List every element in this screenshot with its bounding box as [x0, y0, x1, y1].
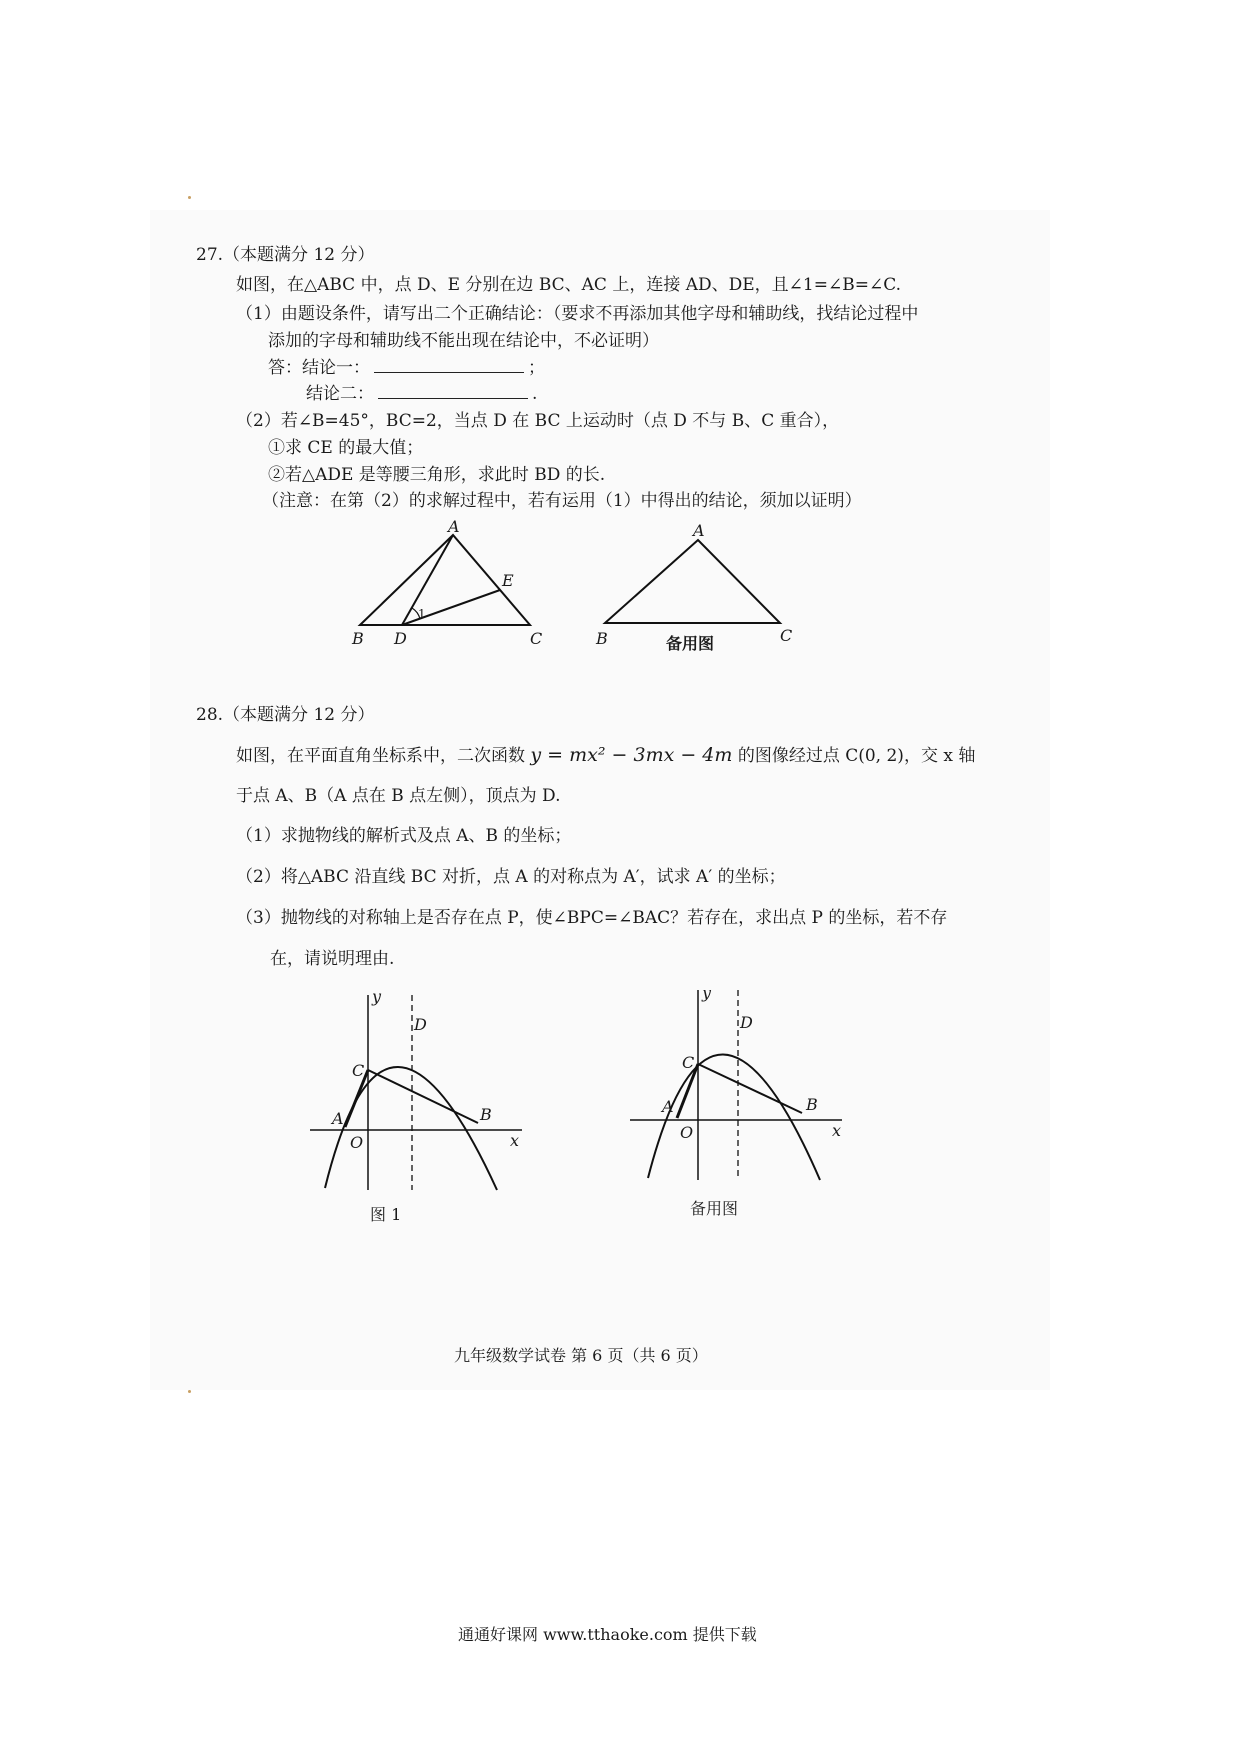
q27-part1-line2: 添加的字母和辅助线不能出现在结论中，不必证明）: [268, 331, 659, 351]
label-D: D: [394, 629, 407, 648]
label-B: B: [806, 1095, 818, 1114]
q27-intro: 如图，在△ABC 中，点 D、E 分别在边 BC、AC 上，连接 AD、DE，且∠1=∠B=∠C.: [236, 275, 902, 295]
label-D: D: [740, 1013, 753, 1032]
label-x: x: [832, 1121, 842, 1140]
label-D: D: [414, 1015, 427, 1034]
segment-de: [402, 590, 500, 625]
q27-conclusion-2: 结论二： .: [306, 384, 538, 404]
spare-figure-caption: 备用图: [666, 634, 715, 653]
q27-note: （注意：在第（2）的求解过程中，若有运用（1）中得出的结论，须加以证明）: [262, 491, 862, 511]
page-footer: 九年级数学试卷 第 6 页（共 6 页）: [454, 1346, 708, 1365]
q27-header: 27.（本题满分 12 分）: [196, 245, 375, 265]
q28-parabola-figure-2: [620, 990, 860, 1230]
download-watermark: 通通好课网 www.tthaoke.com 提供下载: [458, 1625, 757, 1644]
label-O: O: [350, 1133, 364, 1152]
q28-part3-line2: 在，请说明理由.: [270, 949, 395, 969]
label-B: B: [480, 1105, 492, 1124]
segment-cb: [698, 1064, 802, 1113]
label-B: B: [352, 629, 364, 648]
label-A: A: [332, 1109, 344, 1128]
label-x: x: [510, 1131, 520, 1150]
label-C: C: [682, 1053, 695, 1072]
q28-line1-b: 的图像经过点 C(0, 2)，交 x 轴: [737, 746, 976, 766]
conclusion-2-label: 结论二：: [306, 384, 374, 404]
figure-2-caption: 备用图: [690, 1199, 739, 1218]
label-A: A: [448, 520, 460, 536]
label-C: C: [352, 1061, 365, 1080]
q28-part3-line1: （3）抛物线的对称轴上是否存在点 P，使∠BPC=∠BAC？若存在，求出点 P 的坐标，若不存: [236, 908, 948, 928]
segment-ad: [402, 535, 453, 625]
q27-sub2: ②若△ADE 是等腰三角形，求此时 BD 的长.: [268, 465, 606, 485]
spare-triangle-abc: [605, 540, 780, 623]
answer-prefix: 答：结论一：: [268, 358, 370, 378]
q27-conclusion-1: 答：结论一： ；: [268, 358, 545, 378]
q28-header: 28.（本题满分 12 分）: [196, 705, 375, 725]
parabola: [325, 1067, 497, 1190]
q28-parabola-figure-1: [300, 990, 540, 1230]
q28-part2: （2）将△ABC 沿直线 BC 对折，点 A 的对称点为 A′，试求 A′ 的坐标；: [236, 867, 786, 887]
label-C: C: [780, 626, 793, 645]
q28-line2: 于点 A、B（A 点在 B 点左侧），顶点为 D.: [236, 786, 561, 806]
scan-speck: [188, 1390, 191, 1393]
label-y: y: [702, 990, 712, 1002]
parabola: [648, 1054, 820, 1180]
q27-sub1: ①求 CE 的最大值；: [268, 438, 424, 458]
label-C: C: [530, 629, 543, 648]
scan-speck: [188, 196, 191, 199]
figure-1-caption: 图 1: [370, 1205, 402, 1224]
q28-line1-a: 如图，在平面直角坐标系中，二次函数: [236, 746, 525, 766]
q28-part1: （1）求抛物线的解析式及点 A、B 的坐标；: [236, 826, 572, 846]
label-B: B: [596, 629, 608, 648]
q27-part1-line1: （1）由题设条件，请写出二个正确结论：（要求不再添加其他字母和辅助线，找结论过程中: [236, 304, 919, 324]
q28-line1: [236, 744, 975, 767]
q28-equation: y = mx² − 3mx − 4m: [530, 744, 733, 766]
label-y: y: [372, 990, 382, 1006]
label-A: A: [693, 521, 705, 540]
answer-blank-2: [378, 384, 528, 399]
q27-triangle-figure: [340, 520, 560, 650]
q27-spare-triangle-figure: [590, 520, 810, 660]
label-A: A: [662, 1097, 674, 1116]
label-E: E: [502, 571, 514, 590]
label-angle-1: 1: [418, 607, 426, 621]
label-O: O: [680, 1123, 694, 1142]
q27-part2: （2）若∠B=45°，BC=2，当点 D 在 BC 上运动时（点 D 不与 B、C 重合），: [236, 411, 840, 431]
answer-blank-1: [374, 358, 524, 373]
